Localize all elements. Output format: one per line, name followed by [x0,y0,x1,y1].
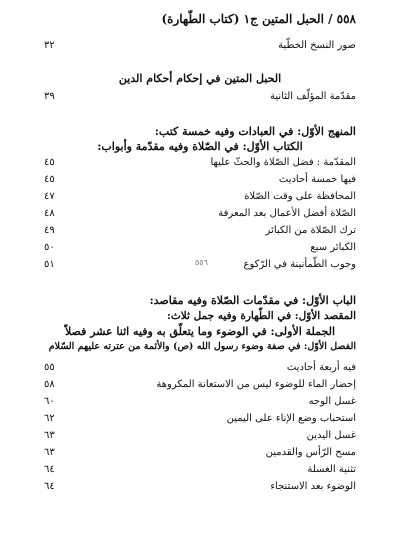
toc-entry-text: الوضوء بعد الاستنجاء [270,481,356,492]
section-heading-maqsad: المقصد الأوّل: في الطّهارة وفيه جمل ثلاث: [167,310,356,322]
toc-entry-text: استحباب وضع الإناء على اليمين [226,413,356,424]
toc-entry-text: فيه أربعة أحاديث [286,362,356,373]
section-heading-jumla: الجملة الأولى: في الوضوء وما يتعلّق به وفيه اثنا عشر فصلاً [64,325,336,338]
toc-entry-page: ٥٠ [44,242,55,253]
section-heading-manhaj: المنهج الأوّل: في العبادات وفيه خمسة كتب: [154,125,356,138]
toc-entry-text: الكبائر سبع [310,242,356,253]
section-heading-kitab: الكتاب الأوّل: في الصّلاة وفيه مقدّمة وأبواب: [97,140,303,153]
toc-entry-page: ٦٢ [44,413,55,424]
toc-entry [44,379,356,390]
toc-entry-text: تثنية الغسلة [307,464,356,475]
toc-entry-page: ٤٥ [44,174,55,185]
toc-entry-page: ٥٨ [44,379,55,390]
toc-entry [44,91,356,102]
toc-entry-text: ترك الصّلاة من الكبائر [265,225,356,236]
toc-entry-text: المقدّمة : فضل الصّلاة والحثّ عليها [210,157,356,168]
toc-entry-page: ٤٥ [44,157,55,168]
toc-entry-page: ٤٧ [44,191,55,202]
toc-entry [44,225,356,236]
table-of-contents [44,0,356,557]
page-header: ٥٥٨ / الحبل المتين ج١ (كتاب الطّهارة) [161,12,356,26]
toc-entry-page: ٦٣ [44,430,55,441]
toc-entry [44,396,356,407]
toc-entry-text: مقدّمة المؤلّف الثانية [270,91,356,102]
toc-entry [44,242,356,253]
faint-page-stamp: ٥٥٦ [195,258,208,267]
toc-entry-page: ٥٥ [44,362,55,373]
toc-entry-page: ٦٤ [44,464,55,475]
toc-entry-page: ٤٨ [44,208,55,219]
toc-entry [44,430,356,441]
toc-entry-text: غسل الوجه [308,396,356,407]
toc-entry-page: ٦٣ [44,447,55,458]
toc-entry-text: مسح الرّأس والقدمين [265,447,356,458]
toc-entry-page: ٣٩ [44,91,55,102]
toc-entry-text: فيها خمسة أحاديث [278,174,356,185]
toc-entry-text: إحضار الماء للوضوء ليس من الاستعانة المكروهة [156,379,356,390]
toc-entry [44,208,356,219]
toc-entry-page: ٣٢ [44,40,55,51]
toc-entry-text: المحافظة على وقت الصّلاة [244,191,356,202]
toc-entry [44,413,356,424]
toc-entry-text: غسل اليدين [306,430,356,441]
toc-entry-text: صور النسخ الخطّية [278,40,356,51]
toc-entry [44,481,356,492]
toc-entry-text: وجوب الطّمأنينة في الرّكوع [243,259,356,270]
toc-entry [44,191,356,202]
toc-entry-page: ٦٠ [44,396,55,407]
toc-entry [44,464,356,475]
toc-entry [44,447,356,458]
toc-entry-page: ٦٤ [44,481,55,492]
section-heading-bab: الباب الأوّل: في مقدّمات الصّلاة وفيه مقاصد: [149,294,356,307]
toc-entry [44,40,356,51]
toc-entry-text: الصّلاة أفضل الأعمال بعد المعرفة [218,208,356,219]
toc-entry [44,174,356,185]
toc-entry [44,157,356,168]
book-title: الحبل المتين في إحكام أحكام الدين [118,72,282,85]
toc-entry-page: ٥١ [44,259,55,270]
toc-entry-page: ٤٩ [44,225,55,236]
toc-entry [44,362,356,373]
section-heading-fasl: الفصل الأوّل: في صفة وضوء رسول الله (ص) والأئمة من عترته عليهم السّلام [48,341,356,352]
